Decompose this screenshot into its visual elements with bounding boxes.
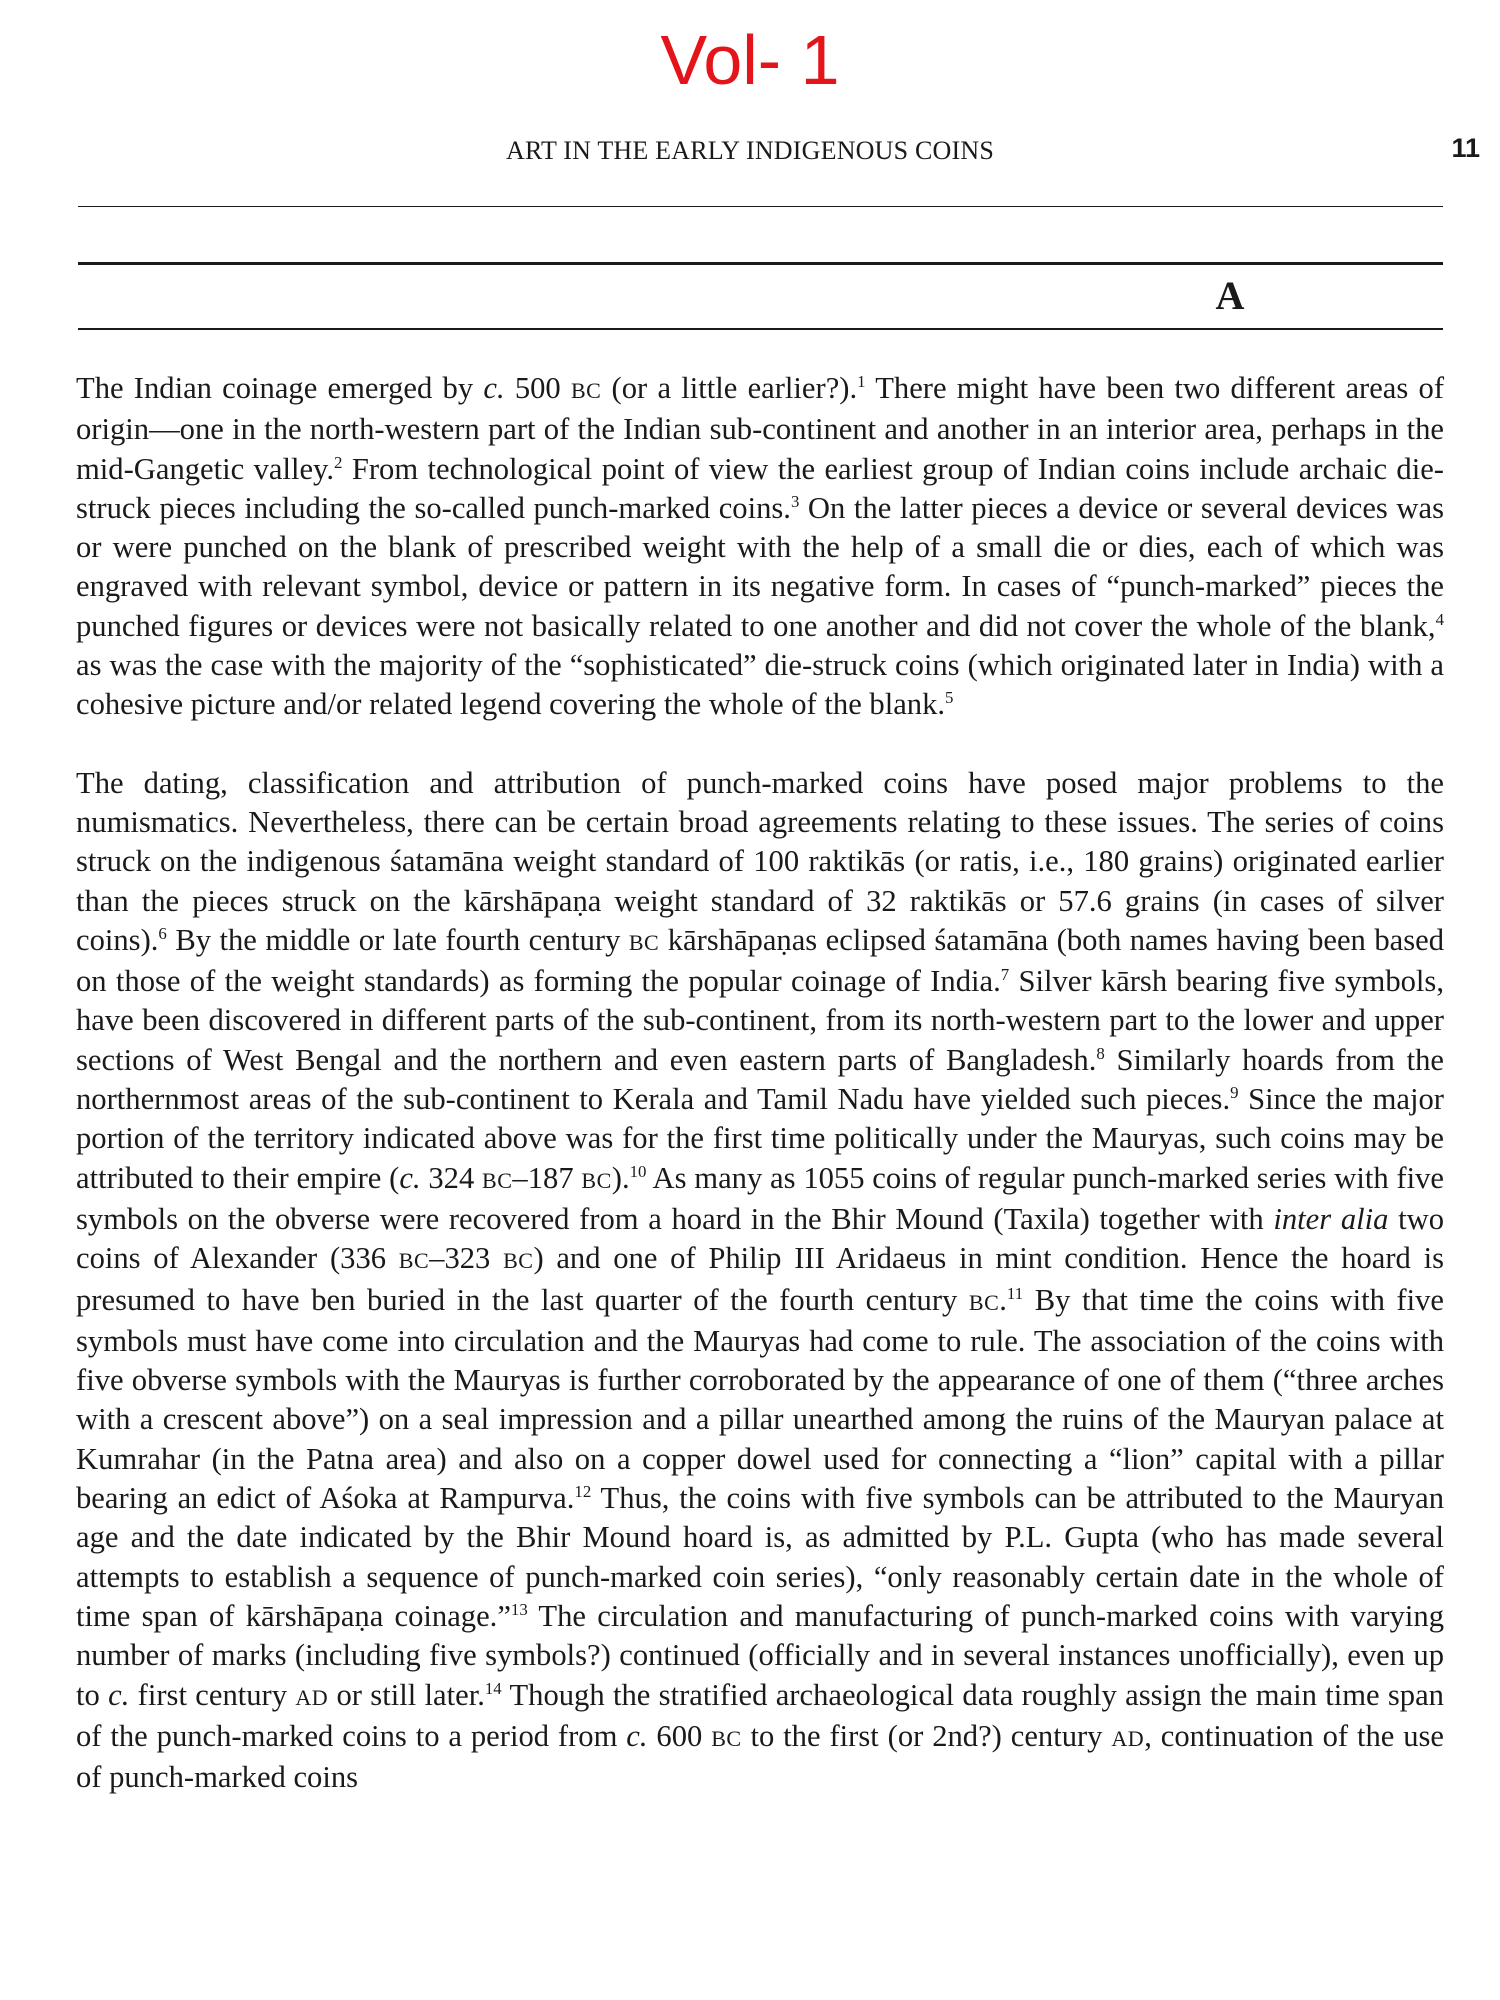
footnote-ref: 9	[1230, 1082, 1239, 1102]
running-header: ART IN THE EARLY INDIGENOUS COINS	[506, 136, 994, 165]
header-rule	[78, 206, 1443, 207]
section-rule-bottom	[78, 328, 1443, 330]
section-rule-top	[78, 262, 1443, 265]
page-number: 11	[1451, 133, 1480, 163]
footnote-ref: 6	[158, 923, 167, 943]
volume-stamp: Vol- 1	[660, 21, 840, 99]
paragraph-1: The Indian coinage emerged by c. 500 BC (or a little earlier?).$^1$ There might have been two different areas of origin—one in the north-western part of the Indian sub-continent and another in an interior area, perhaps in the mid-Gangetic valley.$^2$ From technological point of view the earliest group of Indian coins include archaic die-struck pieces including the so-called punch-marked coins.$^3$ On the latter pieces a device or several devices was or were punched on the blank of prescribed weight with the help of a small die or dies, each of which was engraved with relevant symbol, device or pattern in its negative form. In cases of “punch-marked” pieces the punched figures or devices were not basically related to one another and did not cover the whole of the blank,$^4$ as was the case with the majority of the “sophisticated” die-struck coins (which originated later in India) with a cohesive picture and/or related legend covering the whole of the blank.$^5$	[76, 371, 1445, 722]
footnote-ref: 4	[1435, 609, 1444, 629]
footnote-ref: 8	[1096, 1043, 1105, 1063]
footnote-ref: 3	[790, 491, 800, 511]
footnote-ref: 2	[334, 452, 343, 472]
footnote-ref: 5	[945, 688, 954, 708]
footnote-ref: 1	[857, 371, 866, 391]
footnote-ref: 11	[1006, 1283, 1024, 1303]
paragraph-2: The dating, classification and attribution of punch-marked coins have posed major problems to the numismatics. Nevertheless, there can be certain broad agreements relating to these issues. The series of coins struck on the indigenous śatamāna weight standard of 100 raktikās (or ratis, i.e., 180 grains) originated earlier than the pieces struck on the kārshāpaṇa weight standard of 32 raktikās or 57.6 grains (in cases of silver coins).$^6$ By the middle or late fourth century BC kārshāpaṇas eclipsed śatamāna (both names having been based on those of the weight standards) as forming the popular coinage of India.$^7$ Silver kārsh bearing five symbols, have been discovered in different parts of the sub-continent, from its north-western part to the lower and upper sections of West Bengal and the northern and even eastern parts of Bangladesh.$^8$ Similarly hoards from the northernmost areas of the sub-continent to Kerala and Tamil Nadu have yielded such pieces.$^9$ Since the major portion of the territory indicated above was for the first time politically under the Mauryas, such coins may be attributed to their empire (c. 324 BC–187 BC).$^{10}$ As many as 1055 coins of regular punch-marked series with five symbols on the obverse were recovered from a hoard in the Bhir Mound (Taxila) together with inter alia two coins of Alexander (336 BC–323 BC) and one of Philip III Aridaeus in mint condition. Hence the hoard is presumed to have ben buried in the last quarter of the fourth century BC.$^{11}$ By that time the coins with five symbols must have come into circulation and the Mauryas had come to rule. The association of the coins with five obverse symbols with the Mauryas is further corroborated by the appearance of one of them (“three arches with a crescent above”) on a seal impression and a pillar unearthed among the ruins of the Mauryan palace at Kumrahar (in the Patna area) and also on a copper dowel used for connecting a “lion” capital with a pillar bearing an edict of Aśoka at Rampurva.$^{12}$ Thus, the coins with five symbols can be attributed to the Mauryan age and the date indicated by the Bhir Mound hoard is, as admitted by P.L. Gupta (who has made several attempts to establish a sequence of punch-marked coin series), “only reasonably certain date in the whole of time span of kārshāpaṇa coinage.”$^{13}$ The circulation and manufacturing of punch-marked coins with varying number of marks (including five symbols?) continued (officially and in several instances unofficially), even up to c. first century AD or still later.$^{14}$ Though the stratified archaeological data roughly assign the main time span of the punch-marked coins to a period from c. 600 BC to the first (or 2nd?) century AD, continuation of the use of punch-marked coins	[76, 765, 1445, 1795]
section-letter: A	[1215, 273, 1245, 318]
body-text	[76, 369, 1444, 1797]
footnote-ref: 14	[484, 1678, 502, 1698]
footnote-ref: 13	[510, 1599, 528, 1619]
footnote-ref: 12	[574, 1481, 592, 1501]
footnote-ref: 7	[1000, 964, 1010, 984]
footnote-ref: 10	[629, 1161, 647, 1181]
